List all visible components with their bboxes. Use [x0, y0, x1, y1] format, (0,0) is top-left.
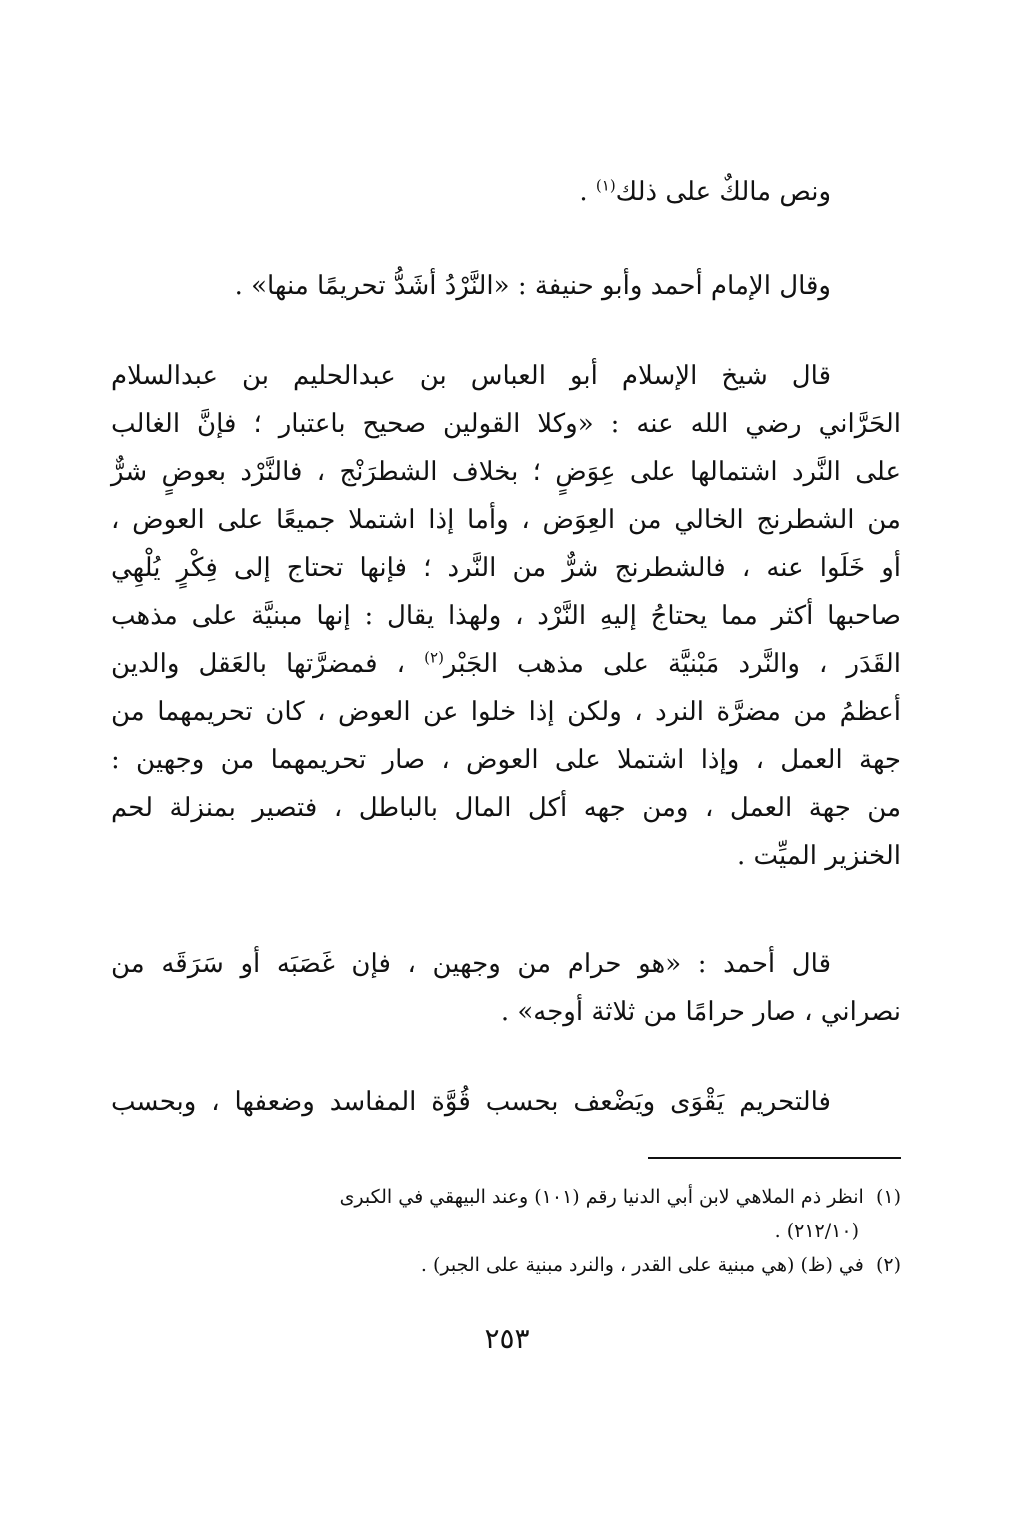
line-end: ، فمضرَّتها بالعَقل والدين: [111, 649, 406, 679]
paragraph-ahmad-abu-hanifa: [111, 262, 901, 310]
footnote-number: (١): [875, 1186, 901, 1208]
line-text: ونص مالكٌ على ذلك: [615, 177, 831, 207]
text-line: وقال الإمام أحمد وأبو حنيفة : «النَّرْدُ أشَدُّ تحريمًا منها» .: [234, 271, 831, 301]
text-line: الحَرَّاني رضي الله عنه : «وكلا القولين صحيح باعتبار ؛ فإنَّ الغالب: [111, 409, 901, 439]
text-line: فالتحريم يَقْوَى ويَضْعف بحسب قُوَّة المفاسد وضعفها ، وبحسب: [111, 1087, 831, 1117]
line-end: .: [579, 177, 596, 207]
footnote-2: [111, 1248, 901, 1282]
text-line: من جهة العمل ، ومن جهه أكل المال بالباطل ، فتصير بمنزلة لحم: [111, 793, 901, 823]
text-line: صاحبها أكثر مما يحتاجُ إليهِ النَّرْد ، ولهذا يقال : إنها مبنيَّة على مذهب: [111, 601, 901, 631]
footnote-text: انظر ذم الملاهي لابن أبي الدنيا رقم (١٠١) وعند البيهقي في الكبرى: [339, 1186, 864, 1208]
footnote-ref-2[interactable]: (٢): [424, 648, 444, 667]
paragraph-ibn-taymiyya: [111, 352, 901, 880]
text-line: أعظمُ من مضرَّة النرد ، ولكن إذا خلوا عن العوض ، كان تحريمهما من: [111, 697, 901, 727]
paragraph-ahmad-quote: [111, 940, 901, 1036]
text-line: على النَّرد اشتمالها على عِوَضٍ ؛ بخلاف الشطرَنْج ، فالنَّرْد بعوضٍ شرٌّ: [111, 457, 901, 487]
text-line: قال أحمد : «هو حرام من وجهين ، فإن غَصَبَه أو سَرَقَه من: [111, 949, 831, 979]
line-text: القَدَر ، والنَّرد مَبْنيَّة على مذهب الجَبْر: [443, 649, 902, 679]
text-line: جهة العمل ، وإذا اشتملا على العوض ، صار تحريمهما من وجهين :: [111, 745, 901, 775]
text-line: الخنزير الميِّت .: [736, 841, 901, 871]
text-line: من الشطرنج الخالي من العِوَض ، وأما إذا اشتملا جميعًا على العوض ،: [111, 505, 901, 535]
text-line: قال شيخ الإسلام أبو العباس بن عبدالحليم بن عبدالسلام: [111, 361, 831, 391]
page-number: ٢٥٣: [484, 1322, 530, 1355]
footnote-text: في (ظ) (هي مبنية على القدر ، والنرد مبنية على الجبر) .: [420, 1254, 864, 1276]
footnotes: [111, 1180, 901, 1282]
text-line: نصراني ، صار حرامًا من ثلاثة أوجه» .: [500, 997, 901, 1027]
footnote-number: (٢): [875, 1254, 901, 1276]
text-line: [111, 168, 901, 216]
footnote-divider: [648, 1157, 901, 1159]
footnote-1: [111, 1180, 901, 1214]
paragraph-tahrim: [111, 1078, 901, 1126]
paragraph-malik: [111, 168, 901, 216]
text-line: أو خَلَوا عنه ، فالشطرنج شرٌّ من النَّرد ؛ فإنها تحتاج إلى فِكْرٍ يُلْهِي: [111, 553, 901, 583]
footnote-1-continuation: (٢١٢/١٠) .: [774, 1220, 859, 1242]
text-line: [111, 640, 901, 688]
footnote-ref-1[interactable]: (١): [595, 176, 616, 195]
